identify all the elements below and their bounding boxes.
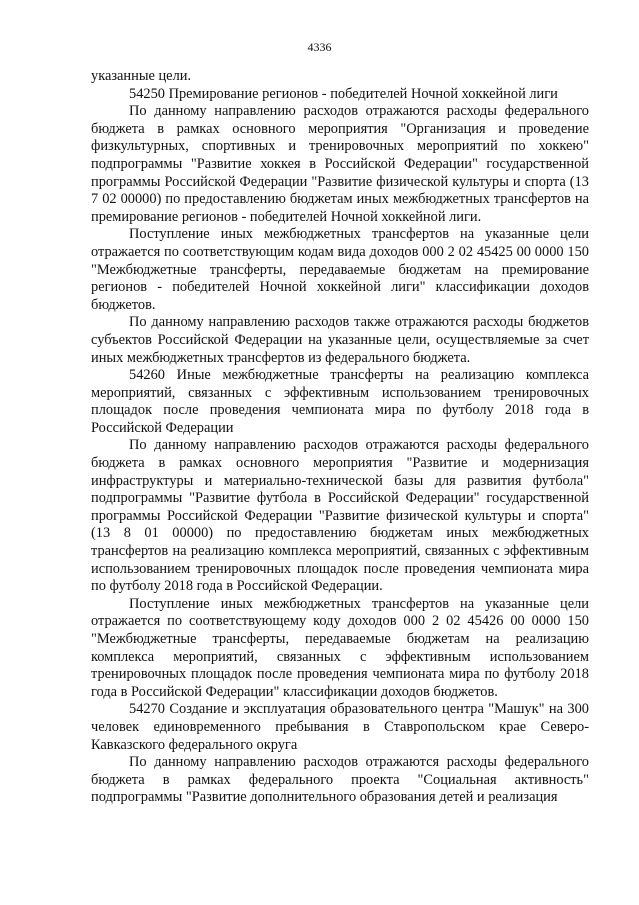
paragraph-continuation: указанные цели.	[91, 68, 192, 84]
paragraph: Поступление иных межбюджетных трансфертов на указанные цели отражается по соответствующему коду доходов 000 2 02 45426 00 0000 150 "Межбюджетные трансферты, передаваемые бюджетам на реализацию комплекса мероприятий, связанных с эффективным использованием тренировочных площадок после проведения чемпионата мира по футболу 2018 года в Российской Федерации" классификации доходов бюджетов.	[91, 595, 589, 700]
paragraph: Поступление иных межбюджетных трансфертов на указанные цели отражается по соответствующим кодам вида доходов 000 2 02 45425 00 0000 150 "Межбюджетные трансферты, передаваемые бюджетам на премирование регионов - победителей Ночной хоккейной лиги" классификации доходов бюджетов.	[91, 226, 589, 313]
heading-54270: 54270 Создание и эксплуатация образовательного центра "Машук" на 300 человек единовременного пребывания в Ставропольском крае Северо-Кавказского федерального округа	[91, 701, 589, 753]
paragraph: По данному направлению расходов отражаются расходы федерального бюджета в рамках основного мероприятия "Организация и проведение физкультурных, спортивных и тренировочных мероприятий по хоккею" подпрограммы "Развитие хоккея в Российской Федерации" государственной программы Российской Федерации "Развитие физической культуры и спорта (13 7 02 00000) по предоставлению бюджетам иных межбюджетных трансфертов на премирование регионов - победителей Ночной хоккейной лиги.	[91, 103, 589, 225]
paragraph: По данному направлению расходов отражаются расходы федерального бюджета в рамках федерального проекта "Социальная активность" подпрограммы "Развитие дополнительного образования детей и реализация	[91, 754, 589, 806]
paragraph: По данному направлению расходов отражаются расходы федерального бюджета в рамках основного мероприятия "Развитие и модернизация инфраструктуры и материально-технической базы для развития футбола" подпрограммы "Развитие футбола в Российской Федерации" государственной программы Российской Федерации "Развитие физической культуры и спорта" (13 8 01 00000) по предоставлению бюджетам иных межбюджетных трансфертов на реализацию комплекса мероприятий, связанных с эффективным использованием тренировочных площадок после проведения чемпионата мира по футболу 2018 года в Российской Федерации.	[91, 437, 589, 595]
page-number: 4336	[307, 40, 332, 54]
paragraph: По данному направлению расходов также отражаются расходы бюджетов субъектов Российской Федерации на указанные цели, осуществляемые за счет иных межбюджетных трансфертов из федерального бюджета.	[91, 314, 589, 366]
heading-54250: 54250 Премирование регионов - победителей Ночной хоккейной лиги	[129, 85, 558, 102]
heading-54260: 54260 Иные межбюджетные трансферты на реализацию комплекса мероприятий, связанных с эффективным использованием тренировочных площадок после проведения чемпионата мира по футболу 2018 года в Российской Федерации	[91, 367, 589, 436]
document-body	[91, 68, 589, 807]
